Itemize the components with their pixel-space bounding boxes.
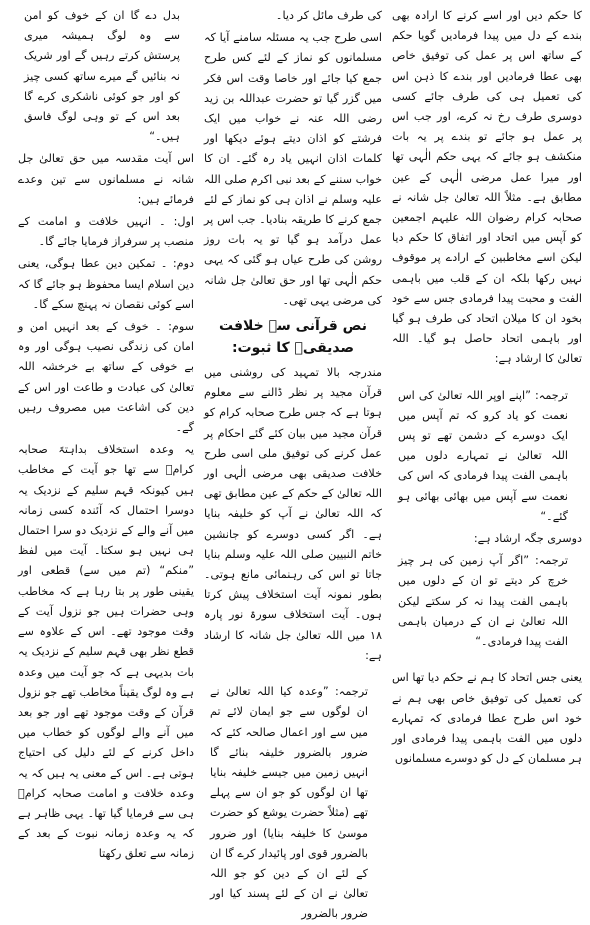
spacer bbox=[204, 668, 382, 682]
list-item-first: اول: ۔ انہیں خلافت و امامت کے منصب پر سرفراز فرمایا جائے گا۔ bbox=[18, 215, 194, 249]
list-item-third: سوم: ۔ خوف کے بعد انہیں امن و امان کی زندگی نصیب ہوگی اور وہ بے خوفی کے ساتھ بے خرخشہ اللہ تعالیٰ کی عبادت و طاعت اور اس کے دین کی اشاعت میں مصروف رہیں گے۔ bbox=[18, 320, 194, 435]
paragraph: اسی طرح جب یہ مسئلہ سامنے آیا کہ مسلمانوں کو نماز کے لئے کس طرح جمع کیا جائے اور خاصا وقت اس فکر میں گزر گیا تو حضرت عبداللہ بن زید رضی اللہ عنہ نے خواب میں ایک فرشتے کو اذان دیتے ہوئے دیکھا اور کلمات اذان انہیں یاد رہ گئے۔ ان کا خواب سننے کے بعد نبی اکرم صلی اللہ علیہ وسلم نے اذان ہی کو نماز کے لئے جمع کرنے کا طریقہ بنادیا۔ جب اس پر عمل درآمد ہو گیا تو یہ بات روز روشن کی طرح عیاں ہو گئی کہ یہی حکم الٰہی تھا اور حق تعالیٰ جل شانہ کی مرضی یہی تھی۔ bbox=[204, 31, 382, 307]
quote-translation: ترجمہ: ”اپنے اوپر اللہ تعالیٰ کی اس نعمت کو یاد کرو کہ تم آپس میں ایک دوسرے کے دشمن تھے تو پس اللہ تعالیٰ نے تمہارے دلوں میں باہمی الفت پیدا فرمادی کہ اس کی نعمت سے آپس میں بھائی بھائی ہو گئے۔“ bbox=[398, 388, 568, 523]
paragraph: دوسری جگہ ارشاد ہے: bbox=[473, 532, 582, 546]
paragraph: کی طرف مائل کر دیا۔ bbox=[275, 9, 382, 22]
quote-translation: ترجمہ: ”وعدہ کیا اللہ تعالیٰ نے ان لوگوں سے جو ایمان لائے تم میں سے اور اعمال صالحہ کئے کہ ضرور بالضرور خلیفہ بنائے گا انہیں زمین میں جیسے خلیفہ بنایا تھا ان لوگوں کو جو ان سے پہلے تھے (مثلاً حضرت یوشع کو حضرت موسیٰ کا خلیفہ بنایا) اور ضرور بالضرور قوی اور پائیدار کرے گا ان کے لئے ان کے دین کو جو اللہ تعالیٰ نے ان کے لئے پسند کیا اور ضرور بالضرور bbox=[210, 685, 368, 921]
text-column-right bbox=[392, 6, 582, 766]
paragraph: مندرجہ بالا تمہید کی روشنی میں قرآن مجید پر نظر ڈالنے سے معلوم ہوتا ہے کہ جس طرح صحابہ کرام کو قرآن مجید میں بیان کئے گئے احکام پر عمل کرنے کی توفیق ملی اسی طرح خلافت صدیقی بھی مرضی الٰہی اور اللہ تعالیٰ کے حکم کے عین مطابق تھی کہ اللہ تعالیٰ نے آپ کو خلیفہ بنایا ہے۔ اگر کسی دوسرے کو جانشین خاتم النبیین صلی اللہ علیہ وسلم بنایا جاتا تو اس کی رہنمائی مانع ہوتی۔ بطور نمونہ آیت استخلاف پیش کرتا ہوں۔ آیت استخلاف سورۃ نور پارہ ۱۸ میں اللہ تعالیٰ جل شانہ کا ارشاد ہے: bbox=[204, 366, 382, 662]
paragraph: کا حکم دیں اور اسے کرنے کا ارادہ بھی بندے کے دل میں پیدا فرمادیں گویا حکم کے ساتھ اس پر عمل کی توفیق خاص بھی عطا فرمادیں اور بندے کا ذہن اس کی تعمیل ہی کی طرف جائے کسی دوسری طرف رخ نہ کرے، اور جب اس پر عمل ہو جائے تو بندے پر یہ بات منکشف ہو جائے کہ یہی حکم الٰہی تھا اور میرا عمل مرضی الٰہی کے عین مطابق ہے۔ مثلاً اللہ تعالیٰ جل شانہ نے صحابہ کرام رضوان اللہ علیہم اجمعین کو آپس میں اتحاد اور اتفاق کا حکم دیا لیکن اسے مخاطبین کے ارادے پر موقوف نہیں رکھا بلکہ ان کے قلب میں باہمی الفت و محبت پیدا فرمادی جس سے خود بخود ان کا میلان اتحاد کی طرف ہو گیا اور باہمی اتحاد حاصل ہو گیا۔ اللہ تعالیٰ کا ارشاد ہے: bbox=[392, 9, 582, 366]
quote-translation: ترجمہ: ”اگر آپ زمین کی ہر چیز خرچ کر دیتے تو ان کے دلوں میں باہمی الفت پیدا نہ کر سکتے لیکن اللہ تعالیٰ نے ان کے درمیان باہمی الفت پیدا فرمادی۔“ bbox=[398, 554, 568, 649]
paragraph: اس آیت مقدسہ میں حق تعالیٰ جل شانہ نے مسلمانوں سے تین وعدے فرمائے ہیں: bbox=[18, 152, 194, 206]
section-heading: نص قرآنی سے خلافت صدیقیؓ کا ثبوت: bbox=[219, 318, 367, 357]
paragraph: یعنی جس اتحاد کا ہم نے حکم دیا تھا اس کی تعمیل کی توفیق خاص بھی ہم نے خود اس طرح عطا فرمادی کہ تمہارے دلوں میں الفت باہمی پیدا فرمادی اور ہر مسلمان کے دل کو دوسرے مسلمانوں bbox=[392, 671, 582, 766]
text-column-middle bbox=[204, 6, 382, 921]
paragraph: یہ وعدہ استخلاف بداہتہً صحابہ کرامؓ سے تھا جو آیت کے مخاطب ہیں کیونکہ قہم سلیم کے نزدیک یہ دوسرا احتمال کہ آئندہ کسی زمانہ میں آنے والے کے نزدیک دو سرا احتمال ہی نہیں ہو سکتا۔ آیت میں لفظ ”منکم“ (تم میں سے) قطعی اور یقینی طور پر بتا رہا ہے کہ مخاطب وہی حضرات ہیں جو نزول آیت کے وقت موجود تھے۔ اس کے علاوہ سے قطع نظر بھی قہم سلیم کے نزدیک یہ بات بدیہی ہے کہ جو آیت میں وعدہ ہے وہ لوگ یقیناً مخاطب تھے جو نزول قرآن کے وقت موجود تھے اور جو بعد میں آنے والے لوگوں کو خطاب میں داخل کرنے کے لئے دلیل کی احتیاج ہوتی ہے۔ اس کے معنی یہ ہیں کہ یہ وعدہ خلافت و امامت صحابہ کرامؓ ہی سے فرمایا گیا تھا۔ یہی ظاہر ہے کہ یہ وعدہ زمانہ نبوت کے بعد کے زمانہ سے تعلق رکھتا bbox=[18, 443, 194, 861]
quote-continuation: بدل دے گا ان کے خوف کو امن سے وہ لوگ ہمیشہ میری پرستش کرتے رہیں گے اور شریک نہ بنائیں گے میرے ساتھ کسی چیز کو اور جو کوئی ناشکری کرے گا بعد اس کے تو وہی لوگ فاسق ہیں۔“ bbox=[24, 9, 180, 144]
spacer bbox=[392, 372, 582, 386]
text-column-left bbox=[18, 6, 194, 861]
list-item-second: دوم: ۔ تمکین دین عطا ہوگی، یعنی دین اسلام ایسا محفوظ ہو جائے گا کہ اسے کوئی نقصان نہ پہنچ سکے گا۔ bbox=[18, 257, 194, 311]
spacer bbox=[392, 654, 582, 668]
